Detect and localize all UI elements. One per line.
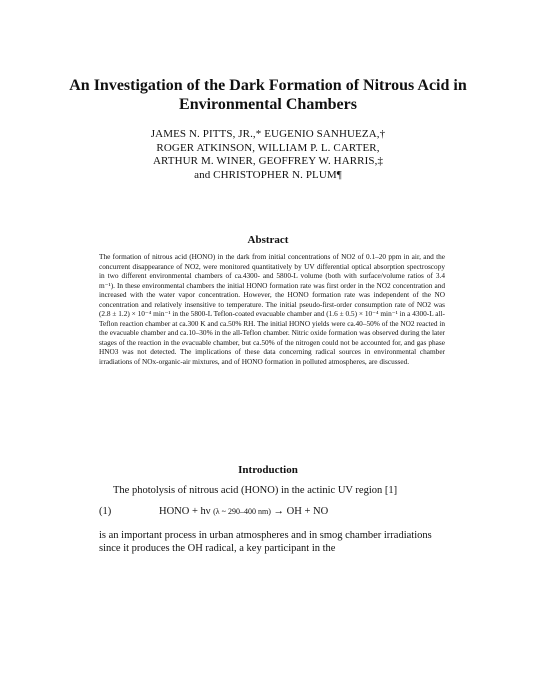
author-line: JAMES N. PITTS, JR.,* EUGENIO SANHUEZA,† xyxy=(150,128,386,140)
introduction-paragraph: The photolysis of nitrous acid (HONO) in the actinic UV region [1] xyxy=(113,485,398,496)
abstract-text: The formation of nitrous acid (HONO) in the dark from initial concentrations of NO2 of 0.1–20 ppm in air, and the concurrent disappearance of NO2, were monitored quantitatively by UV differential optical absorption spectroscopy in two different environmental chambers of ca.4300- and 5800-L volume (both with surface/volume ratios of 3.4 m⁻¹). In these environmental chambers the initial HONO formation rate was first order in the NO2 concentration and increased with the water vapor concentration. However, the HONO formation rate was independent of the NO concentration and relatively insensitive to temperature. The initial pseudo-first-order consumption rate of NO2 was (2.8 ± 1.2) × 10⁻⁴ min⁻¹ in the 5800-L Teflon-coated evacuable chamber and (1.6 ± 0.5) × 10⁻⁴ min⁻¹ in a 4300-L all-Teflon reaction chamber at ca.300 K and ca.50% RH. The initial HONO yields were ca.40–50% of the NO2 reacted in the evacuable chamber and ca.10–30% in the all-Teflon chamber. Nitric oxide formation was observed during the later stages of the reaction in the evacuable chamber, but ca.50% of the nitrogen could not be accounted for, and gas phase HNO3 was not detected. The implications of these data concerning radical sources in environmental chamber irradiations of NOx-organic-air mixtures, and of HONO formation in polluted atmospheres, are discussed. xyxy=(99,252,445,366)
equation-rhs: → OH + NO xyxy=(273,506,329,517)
equation-body xyxy=(159,505,328,518)
author-line: ROGER ATKINSON, WILLIAM P. L. CARTER, xyxy=(156,141,380,154)
author-list xyxy=(70,128,466,182)
introduction-paragraph-continued: is an important process in urban atmospheres and in smog chamber irradiations since it produces the OH radical, a key participant in the xyxy=(99,530,432,554)
abstract-heading: Abstract xyxy=(247,234,289,246)
equation-number: (1) xyxy=(99,506,112,517)
author-line: ARTHUR M. WINER, GEOFFREY W. HARRIS,‡ xyxy=(152,155,384,167)
paper-title: An Investigation of the Dark Formation of Nitrous Acid in Environmental Chambers xyxy=(69,77,467,113)
equation-lhs: HONO + hν xyxy=(159,506,211,517)
author-line: and CHRISTOPHER N. PLUM¶ xyxy=(194,168,342,181)
introduction-heading: Introduction xyxy=(238,464,298,476)
equation-wavelength-range: (λ ~ 290–400 nm) xyxy=(213,507,271,516)
